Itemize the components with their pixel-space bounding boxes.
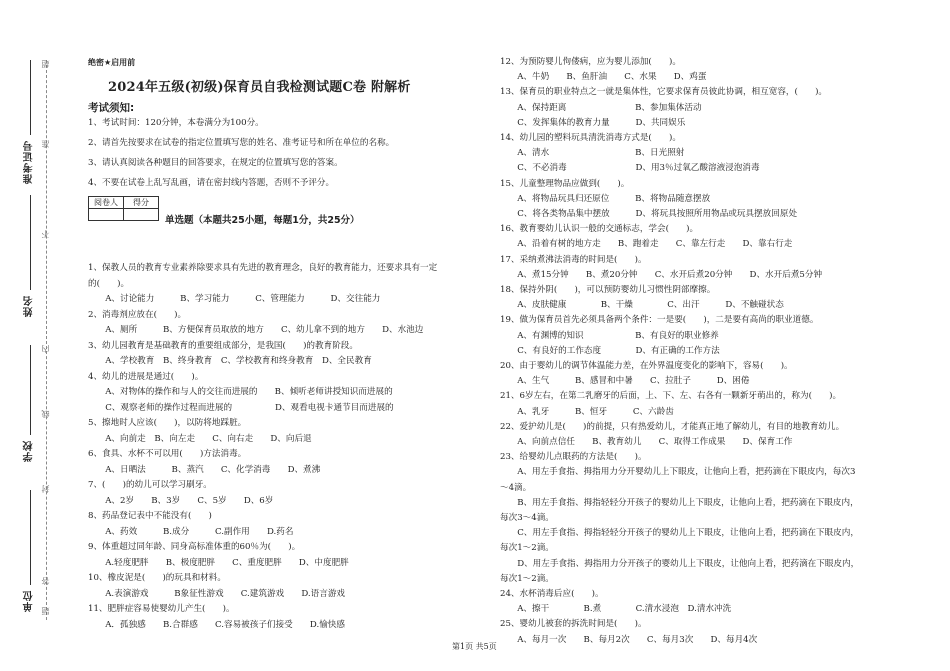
question-line: 18、保持外阴( )，可以预防婴幼儿习惯性阴部摩擦。 [500,285,716,295]
question-line: 每次3～4滴。 [500,513,554,523]
seal-word: 不 [41,230,50,238]
grader-cell: 阅卷人 [89,197,124,209]
name-label: 姓名 [24,295,35,317]
question-line: A.表演游戏 B象征性游戏 C.建筑游戏 D.语言游戏 [88,588,346,599]
question-line: A、学校教育 B、终身教育 C、学校教育和终身教育 D、全民教育 [88,356,372,366]
question-line: 22、爱护幼儿是( )的前提，只有热爱幼儿，才能真正地了解幼儿，有目的地教育幼儿。 [500,421,845,432]
page-title: 2024年五级(初级)保育员自我检测试题C卷 附解析 [108,80,411,95]
school-blank [30,345,31,435]
question-line: 6、食具、水杯不可以用( )方法消毒。 [88,449,247,459]
question-line: 19、做为保育员首先必须具备两个条件：一是要( )，二是要有高尚的职业道德。 [500,315,819,326]
question-line: 11、肥胖症容易使婴幼儿产生( )。 [88,604,235,614]
question-line: C、将各类物品集中摆放 D、将玩具按照所用物品或玩具摆放回原处 [500,209,798,219]
question-line: C、用左手食指、拇指轻轻分开孩子的婴幼儿上下眼皮，让他向上看，把药滴在下眼皮内， [500,528,859,539]
admission-number-label: 准考证号 [24,140,35,184]
question-line: 17、采纳煮沸法消毒的时间是( )。 [500,254,647,265]
seal-word: 答 [41,577,50,585]
page-number: 第1页 共5页 [452,642,497,651]
question-line: 9、体重超过同年龄、同身高标准体重的60％为( )。 [88,542,301,552]
seal-word: 超 [41,60,50,68]
question-line: A.轻度肥胖 B、极度肥胖 C、重度肥胖 D、中度肥胖 [88,557,349,568]
question-line: 1、保教人员的教育专业素养除要求具有先进的教育理念，良好的教育能力，还要求具有一定 [88,263,438,273]
question-line: C、发挥集体的教育力量 D、共同娱乐 [500,117,686,128]
question-line: ～4滴。 [500,482,532,493]
score-cell: 得分 [124,197,159,209]
score-box [88,196,159,221]
question-line: 25、婴幼儿被套的拆洗时间是( )。 [500,619,647,630]
seal-word: 准 [41,140,50,148]
section-title: 单选题（本题共25小题，每题1分，共25分） [165,215,360,226]
question-line: A、乳牙 B、恒牙 C、六龄齿 [500,406,674,417]
seal-word: 内 [41,345,50,353]
question-line: A、生气 B、感冒和中暑 C、拉肚子 D、困倦 [500,376,750,387]
question-line: A、每月一次 B、每月2次 C、每月3次 D、每月4次 [500,634,758,645]
question-line: 的( )。 [88,278,130,289]
question-line: A、讨论能力 B、学习能力 C、管理能力 D、交往能力 [88,294,381,304]
question-line: A、保持距离 B、参加集体活动 [500,102,702,113]
question-line: 2、消毒剂应放在( )。 [88,309,187,320]
question-line: 每次1～2滴。 [500,543,554,554]
question-line: A、2岁 B、3岁 C、5岁 D、6岁 [88,495,274,506]
question-line: 15、儿童整理物品应做到( )。 [500,178,630,189]
question-line: A、向前点信任 B、教育幼儿 C、取得工作成果 D、保育工作 [500,437,793,447]
seal-word: 线 [41,410,50,418]
question-line: A、沿着有树的地方走 B、跑着走 C、靠左行走 D、靠右行走 [500,239,793,250]
notice-item: 4、不要在试卷上乱写乱画，请在密封线内答题，否则不予评分。 [88,178,335,188]
score-input[interactable] [124,209,159,221]
question-line: A、日晒法 B、蒸汽 C、化学消毒 D、煮沸 [88,464,321,475]
question-line: A、有渊博的知识 B、有良好的职业修养 [500,330,719,341]
question-line: A、药效 B.成分 C.副作用 D.药名 [88,526,294,537]
question-line: 12、为预防婴儿佝偻病，应为婴儿添加( )。 [500,57,681,67]
question-line: A、用左手食指、拇指用力分开婴幼儿上下眼皮，让他向上看，把药滴在下眼皮内，每次3 [500,467,856,478]
school-label: 学校 [24,440,35,462]
notice-item: 1、考试时间：120分钟，本卷满分为100分。 [88,118,264,128]
question-line: 7、( )的幼儿可以学习刷牙。 [88,480,212,490]
question-line: A、厕所 B、方便保育员取放的地方 C、幼儿拿不到的地方 D、水池边 [88,325,424,335]
question-line: A、煮15分钟 B、煮20分钟 C、水开后煮20分钟 D、水开后煮5分钟 [500,269,823,280]
question-line: A、擦干 B.煮 C.清水浸泡 D.清水冲洗 [500,604,732,615]
question-line: 8、药品登记表中不能没有( ) [88,511,212,521]
question-line: 5、擦地时人应该( )，以防将地踩脏。 [88,418,247,428]
unit-label: 单位 [24,590,35,612]
question-line: 13、保育员的职业特点之一就是集体性，它要求保育员彼此协调，相互宽容，( )。 [500,87,828,98]
confidential-mark: 绝密★启用前 [88,58,136,67]
question-line: A、皮肤健康 B、干燥 C、出汗 D、不触碰状态 [500,300,784,311]
seal-word: 题 [41,607,50,615]
question-line: 21、6岁左右，在第二乳磨牙的后面，上、下、左、右各有一颗新牙萌出的，称为( )。 [500,391,842,402]
question-line: C、有良好的工作态度 D、有正确的工作方法 [500,345,720,356]
grader-input[interactable] [89,209,124,221]
question-line: 24、水杯消毒后应( )。 [500,589,604,599]
question-line: A、将物品玩具归还原位 B、将物品随意摆放 [500,193,711,204]
question-line: A、牛奶 B、鱼肝油 C、水果 D、鸡蛋 [500,72,707,83]
question-line: D、用左手食指、拇指用力分开孩子的婴幼儿上下眼皮，让他向上看，把药滴在下眼皮内， [500,558,860,569]
question-line: A、向前走 B、向左走 C、向右走 D、向后退 [88,433,312,444]
question-line: C、观察老师的操作过程而进展的 D、观看电视卡通节目而进展的 [88,402,394,413]
question-line: 20、由于婴幼儿的调节体温能力差，在外界温度变化的影响下，容易( )。 [500,361,793,371]
unit-blank [30,490,31,585]
question-line: A、对物体的操作和与人的交往而进展的 B、倾听老师讲授知识而进展的 [88,387,393,397]
question-line: B、用左手食指、拇指轻轻分开孩子的婴幼儿上下眼皮，让他向上看，把药滴在下眼皮内， [500,497,859,508]
question-line: 23、给婴幼儿点眼药的方法是( )。 [500,452,647,463]
notice-item: 2、请首先按要求在试卷的指定位置填写您的姓名、准考证号和所在单位的名称。 [88,138,395,148]
seal-word: 封 [41,485,50,493]
question-line: A．孤独感 B.合群感 C.容易被孩子们接受 D.愉快感 [88,619,346,630]
question-line: 4、幼儿的进展是通过( )。 [88,371,204,382]
question-line: 16、教育婴幼儿认识一般的交通标志，学会( )。 [500,224,699,235]
name-blank [30,195,31,290]
question-line: 每次1～2滴。 [500,573,554,584]
question-line: 3、幼儿园教育是基础教育的重要组成部分，是我国( )的教育阶段。 [88,340,358,351]
question-line: 14、幼儿园的塑料玩具清洗消毒方式是( )。 [500,133,681,143]
question-line: A、清水 B、日光照射 [500,148,685,159]
binding-strip [18,40,54,630]
notice-item: 3、请认真阅读各种题目的回答要求，在规定的位置填写您的答案。 [88,158,343,168]
admission-number-blank [30,60,31,135]
question-line: 10、橡皮泥是( )的玩具和材料。 [88,573,226,583]
notice-heading: 考试须知: [88,102,135,114]
question-line: C、不必消毒 D、用3％过氧乙酸溶液浸泡消毒 [500,163,760,174]
